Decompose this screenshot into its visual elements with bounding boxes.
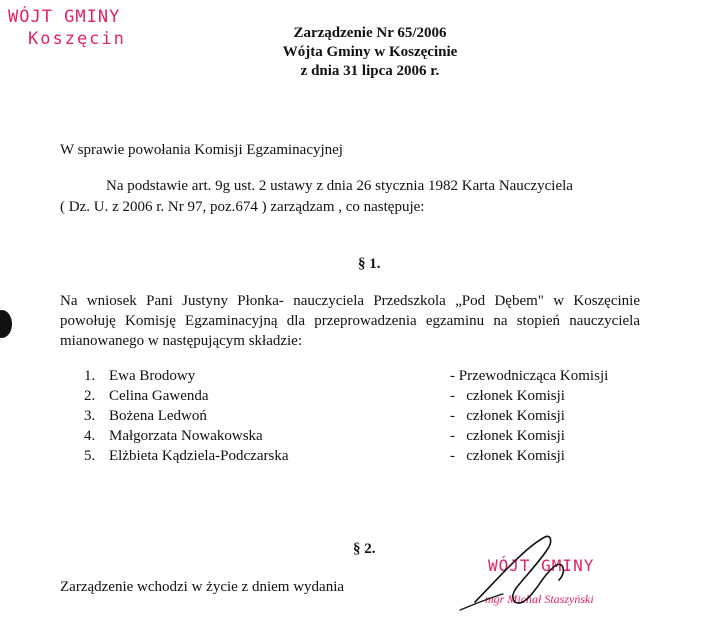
document-header [270, 24, 470, 81]
member-number: 1. [84, 368, 96, 384]
list-item [0, 368, 705, 388]
office-stamp [8, 6, 126, 50]
legal-basis-line-2: ( Dz. U. z 2006 r. Nr 97, poz.674 ) zarządzam , co następuje: [60, 199, 425, 215]
stamp-line-2: Koszęcin [28, 29, 126, 49]
member-name: Małgorzata Nowakowska [109, 428, 263, 444]
member-number: 4. [84, 428, 96, 444]
list-item [0, 428, 705, 448]
section-1-heading: § 1. [358, 256, 381, 272]
member-role: - członek Komisji [450, 388, 565, 404]
legal-basis [60, 176, 645, 218]
list-item [0, 388, 705, 408]
section-2-heading: § 2. [353, 541, 376, 557]
stamp-line-1: WÓJT GMINY [8, 7, 121, 27]
section-2-text: Zarządzenie wchodzi w życie z dniem wydania [60, 579, 345, 595]
header-issuer: Wójta Gminy w Koszęcinie [282, 44, 458, 60]
member-number: 5. [84, 448, 96, 464]
list-item [0, 408, 705, 428]
handwritten-signature [455, 532, 575, 617]
member-name: Ewa Brodowy [109, 368, 196, 384]
member-role: - członek Komisji [450, 448, 565, 464]
member-name: Celina Gawenda [109, 388, 209, 404]
document-subject: W sprawie powołania Komisji Egzaminacyjnej [60, 142, 343, 158]
header-title: Zarządzenie Nr 65/2006 [293, 25, 447, 41]
member-number: 2. [84, 388, 96, 404]
member-role: - członek Komisji [450, 408, 565, 424]
header-date: z dnia 31 lipca 2006 r. [300, 63, 440, 79]
member-name: Elżbieta Kądziela-Podczarska [109, 448, 289, 464]
legal-basis-line-1: Na podstawie art. 9g ust. 2 ustawy z dnia 26 stycznia 1982 Karta Nauczyciela [106, 178, 573, 194]
member-number: 3. [84, 408, 96, 424]
punch-hole-mark [0, 310, 12, 338]
member-name: Bożena Ledwoń [109, 408, 207, 424]
section-1-text: Na wniosek Pani Justyny Płonka- nauczyciela Przedszkola „Pod Dębem" w Koszęcinie powołuję Komisję Egzaminacyjną dla przeprowadzenia egzaminu na stopień nauczyciela mianowanego w następującym składzie: [60, 293, 640, 349]
list-item [0, 448, 705, 468]
member-role: - członek Komisji [450, 428, 565, 444]
member-role: - Przewodnicząca Komisji [450, 368, 609, 384]
signature-stamp: WÓJT GMINY [488, 556, 595, 575]
signatory-name: mgr Michał Staszyński [485, 592, 594, 606]
